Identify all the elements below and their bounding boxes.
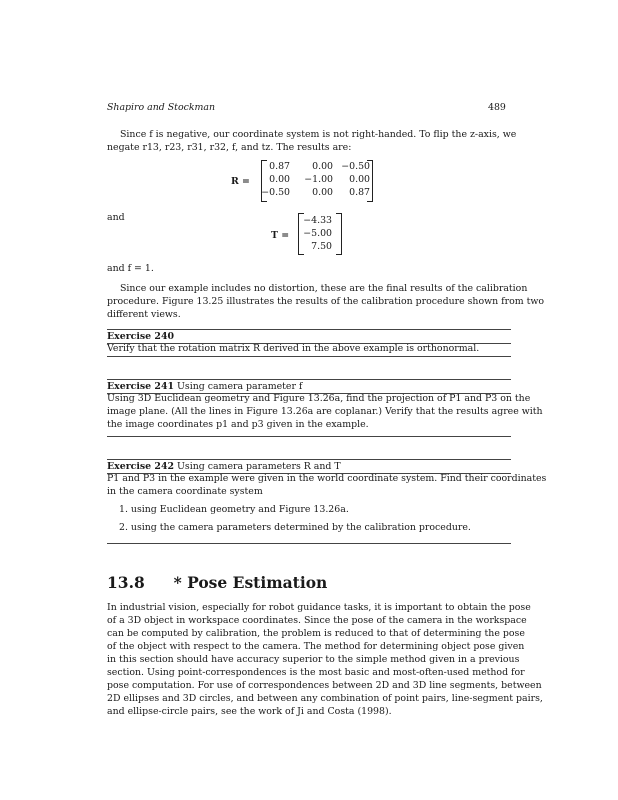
exercise-242-line-2: in the camera coordinate system	[107, 486, 263, 497]
exercise-241-subtitle: Using camera parameter f	[176, 381, 303, 392]
matrix-r-cell: 0.00	[269, 174, 290, 185]
exercise-240-text: Verify that the rotation matrix R derived in the above example is orthonormal.	[107, 343, 480, 354]
page-number: 489	[488, 102, 506, 113]
exercise-241-title: Exercise 241	[107, 381, 174, 392]
exercise-241-line-2: image plane. (All the lines in Figure 13.26a are coplanar.) Verify that the results agree with	[107, 406, 543, 417]
section-title: * Pose Estimation	[173, 573, 328, 592]
intro-line-2: negate r13, r23, r31, r32, f, and tz. The results are:	[107, 142, 352, 153]
section-body-line: section. Using point-correspondences is the most basic and most-often-used method for	[107, 667, 525, 678]
matrix-r-cell: −1.00	[304, 174, 333, 185]
exercise-242-line-1: P1 and P3 in the example were given in the world coordinate system. Find their coordinates	[107, 473, 547, 484]
vector-t-cell: −4.33	[303, 215, 332, 226]
exercise-242-item-1: 1. using Euclidean geometry and Figure 13.26a.	[119, 504, 349, 515]
matrix-r-cell: 0.87	[269, 161, 290, 172]
running-header-authors: Shapiro and Stockman	[107, 102, 216, 113]
para2-line-3: different views.	[107, 309, 181, 320]
section-body-line: of a 3D object in workspace coordinates. Since the pose of the camera in the workspace	[107, 615, 527, 626]
intro-line-1: Since f is negative, our coordinate system is not right-handed. To flip the z-axis, we	[120, 129, 517, 140]
section-body-line: In industrial vision, especially for robot guidance tasks, it is important to obtain the pose	[107, 602, 531, 613]
section-body-line: in this section should have accuracy superior to the simple method given in a previous	[107, 654, 520, 665]
matrix-r-cell: 0.00	[312, 161, 333, 172]
and-text: and	[107, 212, 125, 223]
matrix-r-cell: 0.87	[349, 187, 370, 198]
section-heading	[107, 573, 327, 593]
para2-line-1: Since our example includes no distortion, these are the final results of the calibration	[120, 283, 528, 294]
section-body-line: 2D ellipses and 3D circles, and between any combination of point pairs, line-segment pairs,	[107, 693, 543, 704]
exercise-241-line-3: the image coordinates p1 and p3 given in the example.	[107, 419, 369, 430]
section-body-line: of the object with respect to the camera. The method for determining object pose given	[107, 641, 525, 652]
exercise-242-bottom-rule	[107, 543, 511, 544]
f-value-line: and f = 1.	[107, 263, 154, 274]
exercise-240-title: Exercise 240	[107, 331, 174, 342]
para2-line-2: procedure. Figure 13.25 illustrates the results of the calibration procedure shown from two	[107, 296, 545, 307]
section-body-line: and ellipse-circle pairs, see the work of Ji and Costa (1998).	[107, 706, 392, 717]
matrix-r-cell: 0.00	[349, 174, 370, 185]
exercise-240-bottom-rule	[107, 356, 511, 357]
section-number: 13.8	[107, 573, 145, 592]
exercise-241-line-1: Using 3D Euclidean geometry and Figure 13.26a, find the projection of P1 and P3 on the	[107, 393, 531, 404]
vector-t-right-bracket	[336, 213, 342, 255]
section-body-line: pose computation. For use of correspondences between 2D and 3D line segments, between	[107, 680, 542, 691]
vector-t-label: T =	[271, 230, 290, 241]
matrix-r-label: R =	[231, 176, 250, 187]
matrix-r-cell: −0.50	[261, 187, 290, 198]
exercise-242-item-2: 2. using the camera parameters determined by the calibration procedure.	[119, 522, 471, 533]
matrix-r-cell: −0.50	[341, 161, 370, 172]
exercise-242-subtitle: Using camera parameters R and T	[176, 461, 341, 472]
matrix-r-cell: 0.00	[312, 187, 333, 198]
section-body-line: can be computed by calibration, the problem is reduced to that of determining the pose	[107, 628, 525, 639]
vector-t-cell: −5.00	[303, 228, 332, 239]
exercise-242-title: Exercise 242	[107, 461, 174, 472]
exercise-241-bottom-rule	[107, 436, 511, 437]
vector-t-cell: 7.50	[311, 241, 332, 252]
